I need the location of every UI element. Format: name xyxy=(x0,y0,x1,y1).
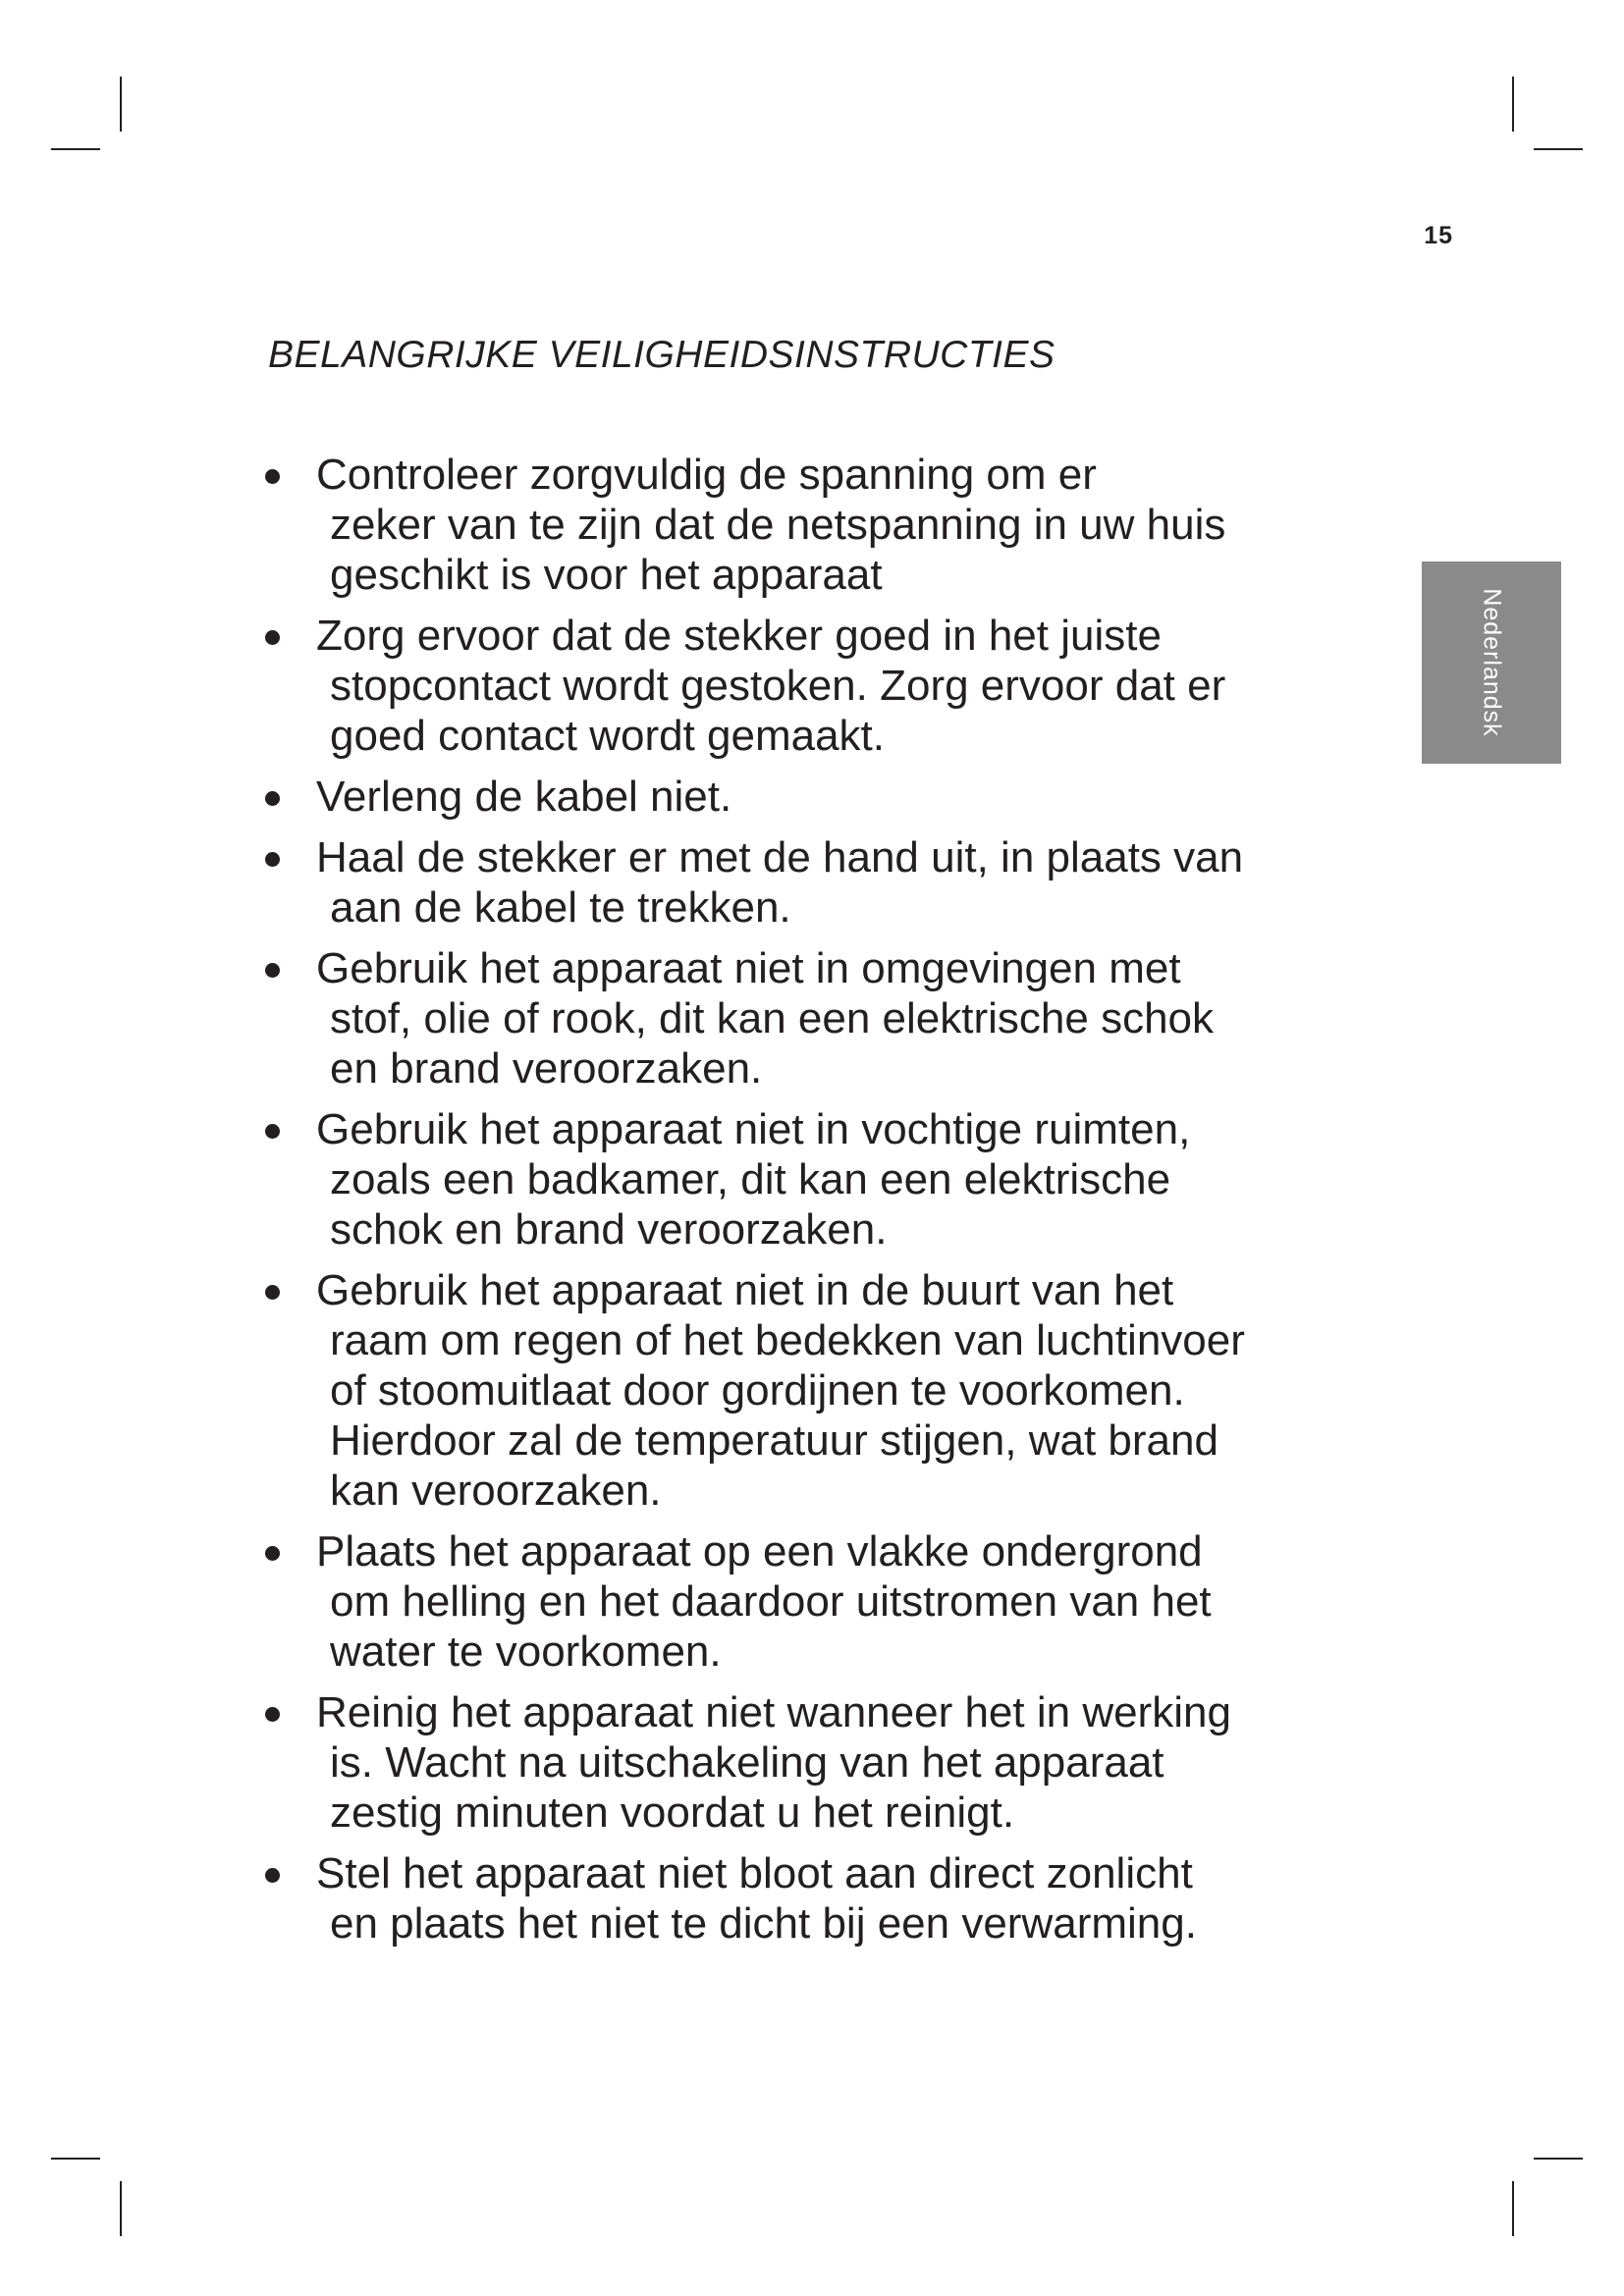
instruction-item xyxy=(265,1526,1355,1677)
instruction-text-line: Gebruik het apparaat niet in de buurt van het xyxy=(316,1266,1174,1314)
crop-mark-top-right-horizontal xyxy=(1534,148,1583,150)
instruction-text-line: en plaats het niet te dicht bij een verwarming. xyxy=(330,1899,1197,1948)
instruction-text-line: en brand veroorzaken. xyxy=(330,1044,763,1093)
instruction-text-line: Stel het apparaat niet bloot aan direct zonlicht xyxy=(316,1849,1193,1897)
crop-mark-top-right-vertical xyxy=(1512,77,1514,132)
instruction-item xyxy=(265,1104,1355,1255)
crop-mark-top-left-horizontal xyxy=(51,148,100,150)
bullet-icon xyxy=(265,1868,280,1883)
instruction-text-line: geschikt is voor het apparaat xyxy=(330,551,883,599)
bullet-icon xyxy=(265,791,280,806)
bullet-icon xyxy=(265,630,280,645)
instruction-item xyxy=(265,832,1355,933)
instruction-text-line: Haal de stekker er met de hand uit, in plaats van xyxy=(316,833,1244,881)
crop-mark-bottom-right-vertical xyxy=(1512,2181,1514,2236)
instruction-text-line: Gebruik het apparaat niet in vochtige ruimten, xyxy=(316,1105,1191,1153)
bullet-icon xyxy=(265,469,280,484)
instruction-text-line: zeker van te zijn dat de netspanning in uw huis xyxy=(330,501,1226,549)
instruction-text-line: goed contact wordt gemaakt. xyxy=(330,712,885,760)
instruction-text-line: zestig minuten voordat u het reinigt. xyxy=(330,1789,1015,1837)
instruction-text-line: kan veroorzaken. xyxy=(330,1467,662,1515)
instruction-text-line: Controleer zorgvuldig de spanning om er xyxy=(316,451,1097,499)
crop-mark-bottom-left-vertical xyxy=(120,2181,122,2236)
instruction-text-line: schok en brand veroorzaken. xyxy=(330,1205,888,1254)
page-number: 15 xyxy=(1424,222,1453,249)
instruction-text-line: Plaats het apparaat op een vlakke ondergrond xyxy=(316,1527,1203,1575)
bullet-icon xyxy=(265,1124,280,1139)
instruction-item xyxy=(265,450,1355,600)
bullet-icon xyxy=(265,1707,280,1722)
instruction-item xyxy=(265,943,1355,1094)
crop-mark-bottom-right-horizontal xyxy=(1534,2158,1583,2160)
language-tab-label: Nederlandsk xyxy=(1478,588,1506,737)
bullet-icon xyxy=(265,1546,280,1561)
instruction-text-line: Reinig het apparaat niet wanneer het in werking xyxy=(316,1688,1231,1736)
instruction-text-line: of stoomuitlaat door gordijnen te voorkomen. xyxy=(330,1366,1185,1415)
instruction-text-line: Gebruik het apparaat niet in omgevingen met xyxy=(316,944,1181,992)
instruction-text-line: stopcontact wordt gestoken. Zorg ervoor dat er xyxy=(330,662,1226,710)
crop-mark-bottom-left-horizontal xyxy=(51,2158,100,2160)
instruction-item xyxy=(265,611,1355,761)
instruction-item xyxy=(265,1848,1355,1949)
instruction-text-line: is. Wacht na uitschakeling van het apparaat xyxy=(330,1738,1164,1787)
crop-mark-top-left-vertical xyxy=(120,77,122,132)
instruction-text-line: Verleng de kabel niet. xyxy=(316,773,732,821)
instruction-item xyxy=(265,1265,1355,1516)
instruction-item xyxy=(265,772,1355,822)
instruction-text-line: aan de kabel te trekken. xyxy=(330,883,791,932)
instruction-text-line: stof, olie of rook, dit kan een elektrische schok xyxy=(330,994,1215,1042)
instruction-text-line: Zorg ervoor dat de stekker goed in het juiste xyxy=(316,612,1162,660)
bullet-icon xyxy=(265,963,280,978)
instruction-text-line: om helling en het daardoor uitstromen van het xyxy=(330,1577,1212,1626)
instruction-text-line: zoals een badkamer, dit kan een elektrische xyxy=(330,1155,1171,1203)
instruction-item xyxy=(265,1687,1355,1838)
instruction-text-line: raam om regen of het bedekken van luchtinvoer xyxy=(330,1316,1245,1364)
language-tab xyxy=(1422,561,1561,764)
bullet-icon xyxy=(265,852,280,867)
bullet-icon xyxy=(265,1285,280,1300)
page-title: BELANGRIJKE VEILIGHEIDSINSTRUCTIES xyxy=(268,334,1056,376)
instruction-text-line: Hierdoor zal de temperatuur stijgen, wat brand xyxy=(330,1416,1218,1465)
instruction-text-line: water te voorkomen. xyxy=(330,1628,722,1676)
safety-instructions-list xyxy=(265,450,1355,1959)
